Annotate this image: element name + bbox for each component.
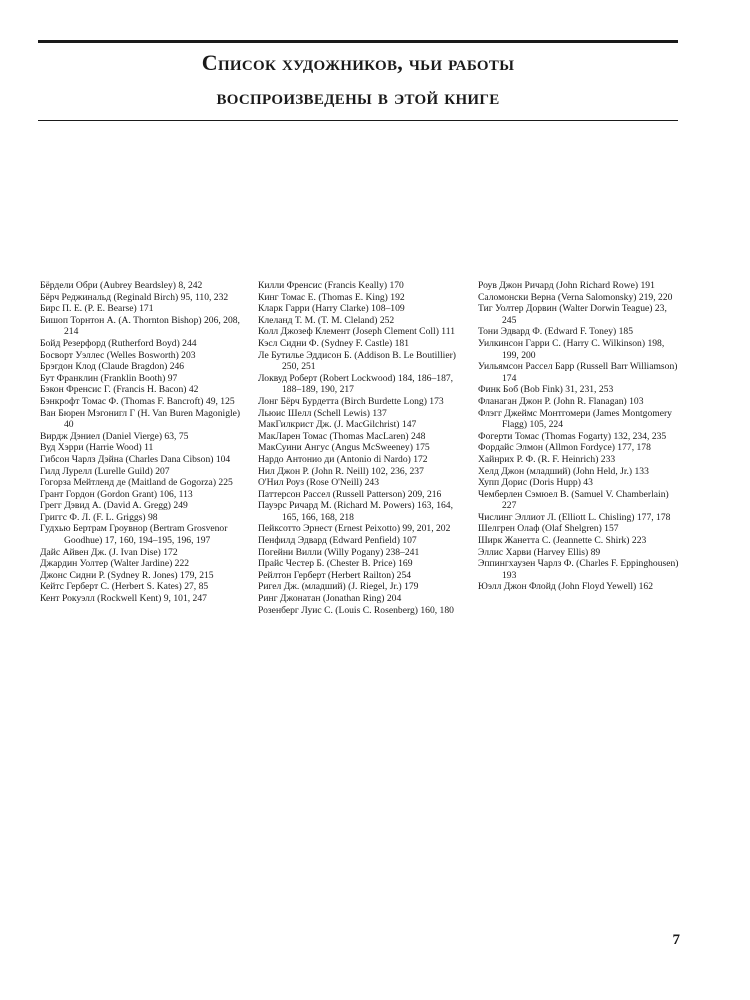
artist-entry: Ле Бутилье Эддисон Б. (Addison B. Le Boutillier) 250, 251 [258,349,456,373]
artist-entry: Грант Гордон (Gordon Grant) 106, 113 [40,488,193,500]
title-line-2: воспроизведены в этой книге [216,84,500,109]
artist-entry: Тиг Уолтер Дорвин (Walter Dorwin Teague) 23, 245 [478,303,667,326]
artist-entry: Грегг Дэвид А. (David A. Gregg) 249 [40,500,188,512]
artist-entry: Фогерти Томас (Thomas Fogarty) 132, 234, 235 [478,430,667,442]
artist-entry: Ринг Джонатан (Jonathan Ring) 204 [258,593,402,605]
artist-entry: Тони Эдвард Ф. (Edward F. Toney) 185 [478,326,634,338]
artist-entry: Колл Джозеф Клемент (Joseph Clement Coll) 111 [258,326,455,338]
artist-entry: Гилд Лурелл (Lurelle Guild) 207 [40,465,170,477]
artist-list-column-3 [478,280,683,593]
artist-entry: Хупп Дорис (Doris Hupp) 43 [478,477,593,489]
artist-entry: Хайнрих Р. Ф. (R. F. Heinrich) 233 [478,453,616,465]
artist-entry: Пенфилд Эдвард (Edward Penfield) 107 [258,535,417,547]
artist-entry: Эппингхаузен Чарлз Ф. (Charles F. Eppinghousen) 193 [478,558,679,581]
artist-entry: Пейксотто Эрнест (Ernest Peixotto) 99, 201, 202 [258,523,451,535]
artist-entry: Саломонски Верна (Verna Salomonsky) 219, 220 [478,291,673,303]
artist-entry: Локвуд Роберт (Robert Lockwood) 184, 186–187, 188–189, 190, 217 [258,372,454,396]
artist-entry: Числинг Эллиот Л. (Elliott L. Chisling) 177, 178 [478,511,671,523]
artist-entry: Шелгрен Олаф (Olaf Shelgren) 157 [478,523,619,535]
artist-entry: Фордайс Элмон (Allmon Fordyce) 177, 178 [478,442,651,454]
artist-entry: Уилкинсон Гарри С. (Harry C. Wilkinson) 198, 199, 200 [478,337,665,361]
artist-entry: Григгс Ф. Л. (F. L. Griggs) 98 [40,511,158,523]
artist-entry: Кент Рокуэлл (Rockwell Kent) 9, 101, 247 [40,593,207,605]
artist-entry: Розенберг Луис С. (Louis C. Rosenberg) 160, 180 [258,604,454,616]
artist-list-column-2 [258,280,463,616]
artist-entry: Босворт Уэллес (Welles Bosworth) 203 [40,349,196,361]
artist-entry: Кларк Гарри (Harry Clarke) 108–109 [258,303,405,315]
page-number: 7 [672,932,680,948]
artist-entry: Килли Френсис (Francis Keally) 170 [258,280,404,291]
artist-entry: Юэлл Джон Флойд (John Floyd Yewell) 162 [478,581,654,593]
artist-entry: Уильямсон Рассел Барр (Russell Barr Williamson) 174 [478,361,678,384]
artist-entry: Дайс Айвен Дж. (J. Ivan Dise) 172 [40,546,178,558]
artist-entry: Бойд Резерфорд (Rutherford Boyd) 244 [40,337,197,349]
artist-entry: МакЛарен Томас (Thomas MacLaren) 248 [258,430,426,442]
artist-entry: Гудхью Бертрам Гроувнор (Bertram Grosvenor Goodhue) 17, 160, 194–195, 196, 197 [40,523,228,547]
artist-entry: Вирдж Дэниел (Daniel Vierge) 63, 75 [40,430,189,442]
artist-entry: Финк Боб (Bob Fink) 31, 231, 253 [478,384,614,396]
artist-entry: Джонс Сидни Р. (Sydney R. Jones) 179, 215 [40,569,214,581]
artist-entry: Клеланд Т. М. (T. M. Cleland) 252 [258,314,395,326]
artist-entry: Бёрдели Обри (Aubrey Beardsley) 8, 242 [40,280,203,291]
artist-entry: Гогорза Мейтленд де (Maitland de Gogorza) 225 [40,477,233,489]
artist-entry: Бёрч Реджинальд (Reginald Birch) 95, 110, 232 [40,291,229,303]
artist-entry: Кинг Томас Е. (Thomas E. King) 192 [258,291,405,303]
artist-entry: Бэнкрофт Томас Ф. (Thomas F. Bancroft) 49, 125 [40,395,235,407]
artist-entry: Фланаган Джон Р. (John R. Flanagan) 103 [478,395,644,407]
artist-entry: Прайс Честер Б. (Chester B. Price) 169 [258,558,413,570]
artist-entry: Бэкон Френсис Г. (Francis H. Bacon) 42 [40,384,199,396]
artist-entry: Кейтс Герберт С. (Herbert S. Kates) 27, 85 [40,581,209,593]
artist-entry: Бут Франклин (Franklin Booth) 97 [40,372,178,384]
artist-entry: Бирс П. Е. (P. E. Bearse) 171 [40,303,154,315]
artist-entry: Джардин Уолтер (Walter Jardine) 222 [40,558,190,570]
artist-list-column-1 [40,280,245,605]
artist-entry: Погейни Вилли (Willy Pogany) 238–241 [258,546,420,558]
artist-entry: Рейлтон Герберт (Herbert Railton) 254 [258,569,412,581]
artist-entry: Флэгг Джеймс Монтгомери (James Montgomery Flagg) 105, 224 [478,407,672,431]
artist-entry: Нардо Антонио ди (Antonio di Nardo) 172 [258,453,428,465]
title-line-1: Список художников, чьи работы [201,50,515,75]
top-rule [38,40,678,43]
artist-entry: Чемберлен Сэмюел В. (Samuel V. Chamberlain) 227 [478,488,669,512]
artist-entry: Гибсон Чарлз Дэйна (Charles Dana Cibson) 104 [40,453,231,465]
artist-entry: МакСуини Ангус (Angus McSweeney) 175 [258,442,430,454]
artist-entry: Ригел Дж. (младший) (J. Riegel, Jr.) 179 [258,581,419,593]
artist-entry: Ван Бюрен Мэгонигл Г (H. Van Buren Magonigle) 40 [40,407,241,431]
artist-entry: Эллис Харви (Harvey Ellis) 89 [478,546,601,558]
artist-entry: МакГилкрист Дж. (J. MacGilchrist) 147 [258,419,417,431]
artist-entry: Брэгдон Клод (Claude Bragdon) 246 [40,361,185,373]
artist-entry: Льюис Шелл (Schell Lewis) 137 [258,407,387,419]
artist-entry: Кэсл Сидни Ф. (Sydney F. Castle) 181 [258,337,409,349]
artist-entry: Вуд Хэрри (Harrie Wood) 11 [40,442,154,454]
page-title [38,46,678,114]
artist-entry: Хелд Джон (младший) (John Held, Jr.) 133 [478,465,649,477]
bottom-rule [38,120,678,121]
artist-entry: Нил Джон Р. (John R. Neill) 102, 236, 237 [258,465,424,477]
artist-entry: Пауэрс Ричард М. (Richard M. Powers) 163, 164, 165, 166, 168, 218 [258,500,454,523]
artist-entry: Паттерсон Рассел (Russell Patterson) 209, 216 [258,488,442,500]
artist-entry: Бишоп Торнтон А. (A. Thornton Bishop) 206, 208, 214 [40,314,240,338]
artist-entry: О'Нил Роуз (Rose O'Neill) 243 [258,477,380,489]
artist-entry: Ширк Жанетта С. (Jeannette C. Shirk) 223 [478,535,647,547]
artist-entry: Роув Джон Ричард (John Richard Rowe) 191 [478,280,655,291]
artist-entry: Лонг Бёрч Бурдетта (Birch Burdette Long) 173 [258,395,444,407]
